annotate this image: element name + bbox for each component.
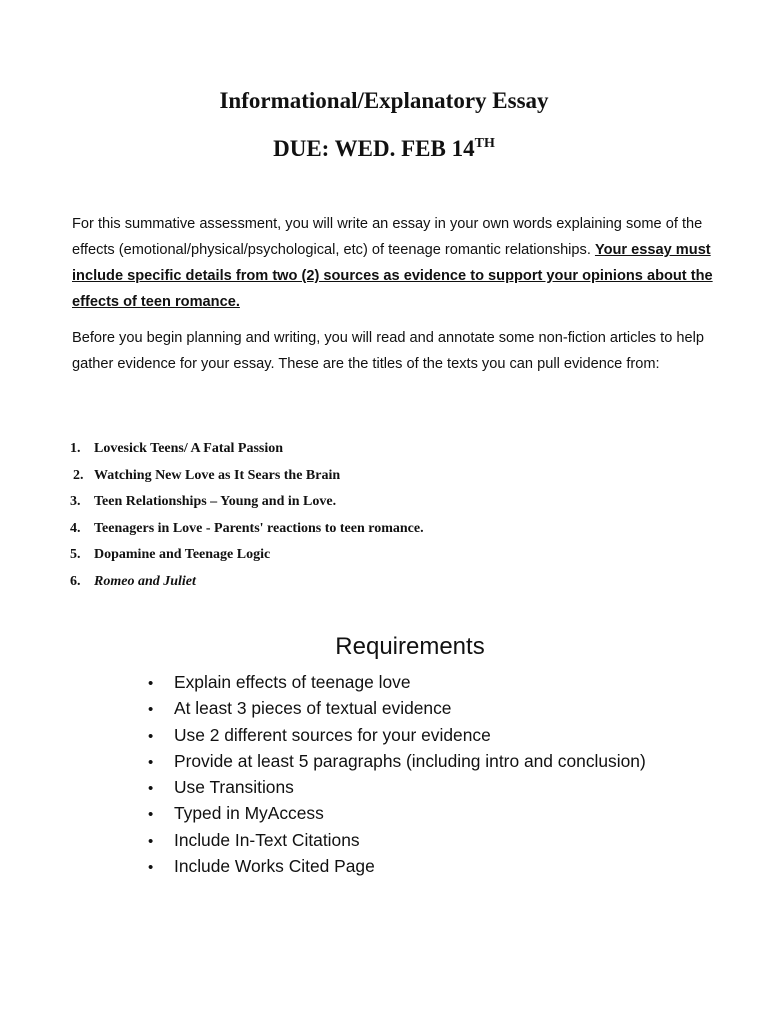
source-title: Dopamine and Teenage Logic	[94, 547, 271, 562]
due-date-text: DUE: WED. FEB 14	[273, 136, 475, 161]
intro-paragraph	[72, 211, 732, 315]
source-title: Teen Relationships – Young and in Love.	[94, 494, 337, 509]
bullet-icon: •	[148, 780, 154, 798]
source-item	[70, 463, 424, 490]
source-title: Watching New Love as It Sears the Brain	[94, 467, 341, 483]
requirement-item	[148, 695, 646, 721]
source-number: 1.	[70, 441, 81, 456]
source-number: 4.	[70, 520, 81, 536]
requirement-text: Use Transitions	[174, 777, 294, 798]
source-number: 6.	[70, 573, 81, 589]
requirement-item	[148, 853, 646, 879]
source-item	[70, 516, 424, 543]
due-date-suffix: TH	[474, 136, 495, 151]
bullet-icon: •	[148, 859, 154, 877]
requirement-text: Provide at least 5 paragraphs (including intro and conclusion)	[174, 750, 646, 771]
source-item	[70, 436, 424, 463]
requirement-item	[148, 669, 646, 695]
requirement-text: Typed in MyAccess	[174, 803, 324, 824]
bullet-icon: •	[148, 727, 154, 745]
bullet-icon: •	[148, 832, 154, 850]
source-item	[70, 489, 424, 516]
requirement-text: Use 2 different sources for your evidence	[174, 724, 491, 745]
source-item	[70, 569, 424, 596]
requirement-item	[148, 827, 646, 853]
source-title: Romeo and Juliet	[94, 573, 196, 589]
requirement-item	[148, 774, 646, 800]
instructions-paragraph: Before you begin planning and writing, you will read and annotate some non-fiction articles to help gather evidence for your essay. These are the titles of the texts you can pull evidence from:	[72, 330, 704, 372]
requirement-text: Explain effects of teenage love	[174, 672, 411, 692]
requirement-text: At least 3 pieces of textual evidence	[174, 698, 452, 719]
due-date	[0, 136, 768, 162]
requirement-text: Include Works Cited Page	[174, 856, 375, 877]
requirement-item	[148, 748, 646, 774]
source-number: 3.	[70, 494, 81, 509]
source-list	[70, 436, 424, 595]
document-title: Informational/Explanatory Essay	[219, 88, 549, 113]
requirement-item	[148, 800, 646, 826]
requirements-list	[148, 669, 646, 879]
source-number: 2.	[73, 467, 84, 483]
bullet-icon: •	[148, 675, 154, 692]
source-title: Teenagers in Love - Parents' reactions to teen romance.	[94, 520, 424, 536]
requirement-text: Include In-Text Citations	[174, 829, 360, 850]
source-title: Lovesick Teens/ A Fatal Passion	[94, 441, 284, 456]
bullet-icon: •	[148, 753, 154, 771]
bullet-icon: •	[148, 806, 154, 824]
source-number: 5.	[70, 547, 81, 562]
requirement-item	[148, 722, 646, 748]
requirements-heading: Requirements	[335, 633, 485, 660]
intro-emphasis: Your essay must include specific details from two (2) sources as evidence to support your opinions about the effects of teen romance.	[72, 242, 713, 310]
source-item	[70, 542, 424, 569]
bullet-icon: •	[148, 701, 154, 719]
intro-text: For this summative assessment, you will write an essay in your own words explaining some of the effects (emotional/physical/psychological, etc) of teenage romantic relationships.	[72, 216, 703, 258]
